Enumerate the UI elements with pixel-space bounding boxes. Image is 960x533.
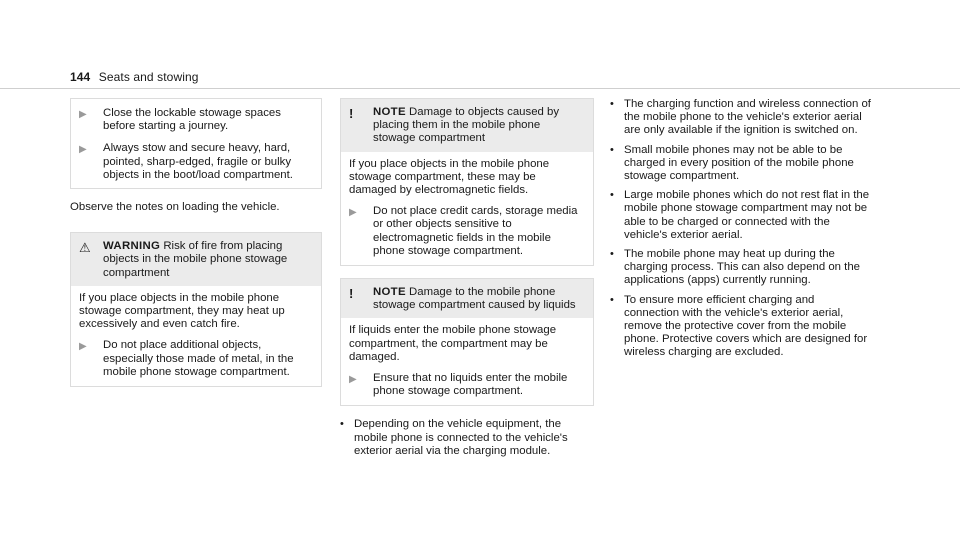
note-header (341, 279, 593, 318)
list-item-text: The charging function and wireless connection of the mobile phone to the vehicle's exterior aerial are only available if the ignition is switched on. (624, 98, 871, 137)
instruction-step (79, 339, 313, 379)
instruction-box (70, 98, 322, 189)
column-middle (340, 98, 594, 464)
step-text: Always stow and secure heavy, hard, pointed, sharp-edged, fragile or bulky objects in the boot/load compartment. (103, 142, 293, 181)
note-body: If liquids enter the mobile phone stowage compartment, the compartment may be damaged. (349, 324, 557, 363)
step-arrow-icon: ▶ (79, 144, 87, 156)
step-arrow-icon: ▶ (349, 207, 357, 219)
bullet-icon: • (610, 248, 614, 261)
warning-triangle-icon: ⚠ (79, 240, 91, 256)
warning-heading: Risk of fire from placing objects in the mobile phone stowage compartment (103, 240, 288, 279)
column-left (70, 98, 322, 399)
column-right (610, 98, 872, 366)
warning-header (71, 233, 321, 286)
instruction-step (349, 205, 585, 258)
warning-body: If you place objects in the mobile phone stowage compartment, they may heat up excessively and even catch fire. (79, 291, 285, 331)
list-item (610, 98, 872, 138)
bullet-icon: • (610, 143, 614, 156)
exclamation-icon: ! (349, 286, 354, 302)
instruction-step (79, 142, 313, 182)
header-divider (0, 88, 960, 89)
list-item-text: The mobile phone may heat up during the charging process. This can also depend on the applications (apps) currently running. (624, 248, 860, 287)
note-header (341, 99, 593, 152)
section-title: Seats and stowing (98, 70, 199, 84)
instruction-step (79, 107, 313, 133)
list-item-text: Large mobile phones which do not rest flat in the mobile phone stowage compartment may not be able to be charged or connected with the vehicle's exterior aerial. (624, 189, 870, 241)
list-item-text: To ensure more efficient charging and connection with the vehicle's exterior aerial, remove the protective cover from the mobile phone. Protective covers which are designed for wireless charging are excluded. (624, 293, 868, 359)
observe-note: Observe the notes on loading the vehicle. (70, 201, 280, 214)
note-body: If you place objects in the mobile phone stowage compartment, these may be damaged by electromagnetic fields. (349, 157, 550, 197)
list-item (610, 248, 872, 288)
page-header (70, 70, 199, 84)
list-item-text: Small mobile phones may not be able to be charged in every position of the mobile phone stowage compartment. (624, 143, 854, 183)
note-box (340, 98, 594, 266)
note-keyword: NOTE (373, 286, 406, 299)
step-arrow-icon: ▶ (79, 341, 87, 353)
step-arrow-icon: ▶ (79, 109, 87, 120)
step-text: Do not place credit cards, storage media or other objects sensitive to electromagnetic fields in the mobile phone stowage compartment. (373, 205, 578, 257)
warning-box (70, 232, 322, 387)
step-text: Ensure that no liquids enter the mobile phone stowage compartment. (373, 372, 568, 398)
list-item-text: Depending on the vehicle equipment, the mobile phone is connected to the vehicle's exterior aerial via the charging module. (354, 418, 568, 457)
step-text: Close the lockable stowage spaces before starting a journey. (103, 107, 281, 133)
page-number: 144 (70, 70, 91, 84)
exclamation-icon: ! (349, 106, 354, 121)
step-text: Do not place additional objects, especially those made of metal, in the mobile phone stowage compartment. (103, 339, 294, 378)
bullet-icon: • (610, 189, 614, 202)
bullet-icon: • (610, 293, 614, 306)
note-keyword: NOTE (373, 106, 406, 118)
list-item (610, 294, 872, 360)
list-item (610, 144, 872, 184)
bullet-list (340, 418, 594, 458)
step-arrow-icon: ▶ (349, 374, 357, 386)
list-item (340, 418, 594, 458)
bullet-icon: • (610, 98, 614, 110)
bullet-icon: • (340, 418, 344, 431)
note-box (340, 278, 594, 406)
list-item (610, 189, 872, 242)
note-heading: Damage to objects caused by placing them in the mobile phone stowage compartment (373, 106, 560, 145)
bullet-list (610, 98, 872, 360)
warning-keyword: WARNING (103, 240, 161, 253)
note-heading: Damage to the mobile phone stowage compartment caused by liquids (373, 286, 576, 312)
instruction-step (349, 372, 585, 398)
